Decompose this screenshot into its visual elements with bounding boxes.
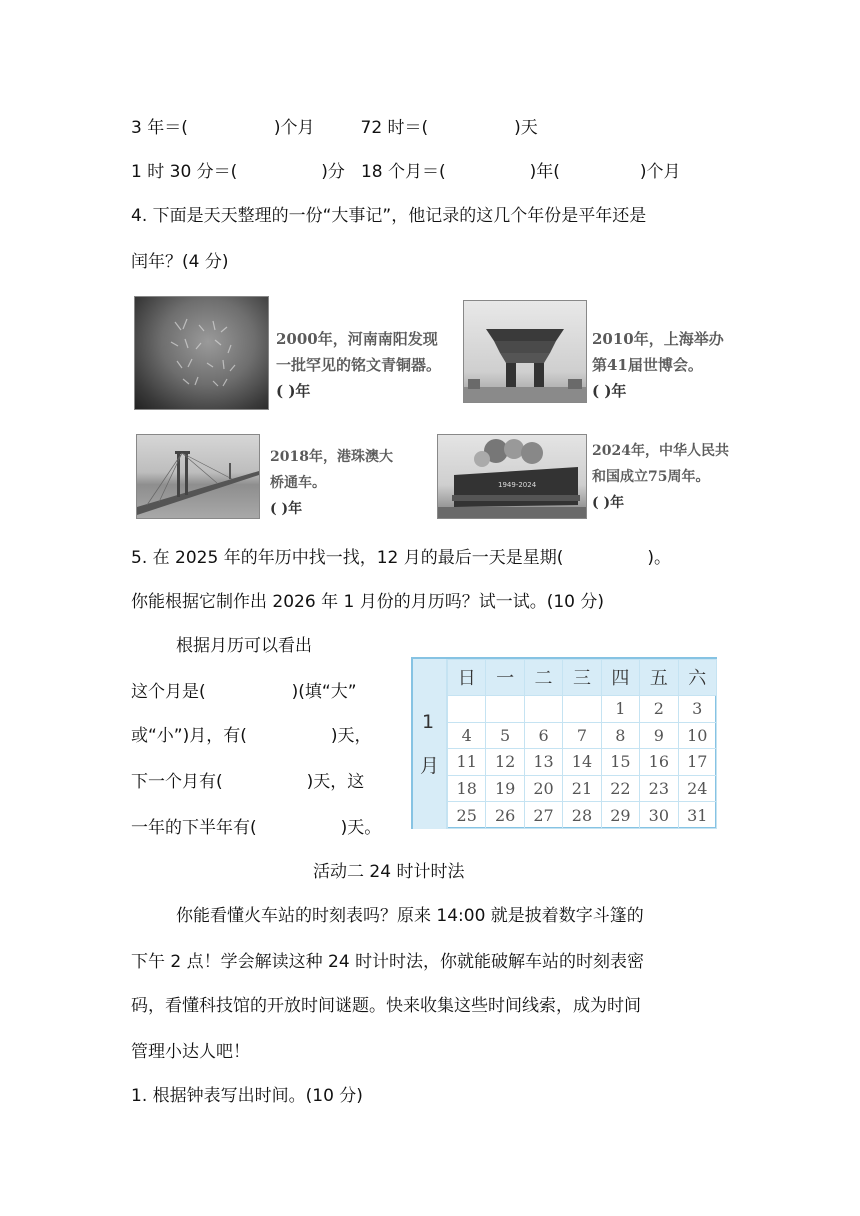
calendar-week-row <box>448 749 717 776</box>
event-caption-2010 <box>592 326 724 404</box>
day-cell <box>448 695 486 722</box>
q3-text: 1 时 30 分＝( <box>131 162 238 182</box>
q5-fill-line-2 <box>131 724 372 748</box>
day-cell: 15 <box>601 749 639 776</box>
month-calendar <box>411 657 717 829</box>
q3-text: 3 年＝( <box>131 118 188 138</box>
day-cell: 6 <box>524 722 562 749</box>
calendar-week-row <box>448 722 717 749</box>
calendar-month-number: 1 <box>422 711 435 733</box>
activity2-title: 活动二 24 时计时法 <box>313 862 465 882</box>
day-cell: 26 <box>486 802 524 829</box>
activity2-paragraph-line: 你能看懂火车站的时刻表吗？原来 14:00 就是披着数字斗篷的 <box>176 906 644 926</box>
activity2-question-1: 1. 根据钟表写出时间。(10 分) <box>131 1086 363 1106</box>
event-caption-line: 和国成立75周年。 <box>592 469 710 485</box>
day-cell: 27 <box>524 802 562 829</box>
q4-text-line-2: 闰年？(4 分) <box>131 252 229 272</box>
day-cell: 2 <box>640 695 678 722</box>
calendar-month-label <box>413 659 447 829</box>
weekday-cell: 五 <box>640 660 678 696</box>
event-caption-2024 <box>592 438 729 516</box>
calendar-month-char: 月 <box>420 755 440 777</box>
weekday-cell: 二 <box>524 660 562 696</box>
day-cell: 8 <box>601 722 639 749</box>
activity2-paragraph-line: 下午 2 点！学会解读这种 24 时计时法，你就能破解车站的时刻表密 <box>131 952 645 972</box>
q5-text: 一年的下半年有( <box>131 818 257 838</box>
q5-text: 5. 在 2025 年的年历中找一找，12 月的最后一天是星期( <box>131 548 564 568</box>
day-cell: 20 <box>524 775 562 802</box>
q5-text: )(填“大” <box>291 682 357 702</box>
day-cell: 9 <box>640 722 678 749</box>
event-caption-line: 桥通车。 <box>270 475 326 491</box>
calendar-weekday-row <box>448 660 717 696</box>
answer-blank[interactable]: ( )年 <box>270 501 303 517</box>
day-cell: 10 <box>678 722 716 749</box>
q4-text-line-1: 4. 下面是天天整理的一份“大事记”，他记录的这几个年份是平年还是 <box>131 206 647 226</box>
q5-text: )天，这 <box>306 772 365 792</box>
day-cell <box>486 695 524 722</box>
q5-text: 或“小”)月，有( <box>131 726 247 746</box>
day-cell: 22 <box>601 775 639 802</box>
q5-intro: 根据月历可以看出 <box>176 636 312 656</box>
q3-line-2 <box>131 160 681 184</box>
day-cell: 23 <box>640 775 678 802</box>
day-cell: 30 <box>640 802 678 829</box>
day-cell <box>563 695 601 722</box>
q3-text: 18 个月＝( <box>360 162 446 182</box>
day-cell: 18 <box>448 775 486 802</box>
q5-text-line-1 <box>131 546 671 570</box>
calendar-week-row <box>448 802 717 829</box>
q5-text: 这个月是( <box>131 682 206 702</box>
day-cell: 16 <box>640 749 678 776</box>
q5-text: )天， <box>330 726 372 746</box>
q3-text: )个月 <box>639 162 681 182</box>
q5-fill-line-3 <box>131 770 364 794</box>
day-cell: 1 <box>601 695 639 722</box>
q5-text: )。 <box>647 548 672 568</box>
day-cell: 25 <box>448 802 486 829</box>
answer-blank[interactable]: ( )年 <box>276 382 311 400</box>
q3-text: )个月 <box>273 118 315 138</box>
calendar-grid <box>447 659 717 829</box>
activity2-paragraph-line: 管理小达人吧！ <box>131 1042 250 1062</box>
day-cell: 17 <box>678 749 716 776</box>
day-cell: 19 <box>486 775 524 802</box>
event-caption-2000 <box>276 326 441 404</box>
weekday-cell: 三 <box>563 660 601 696</box>
event-caption-line: 2010年，上海举办 <box>592 330 724 348</box>
q5-text: 下一个月有( <box>131 772 223 792</box>
q3-text: )分 <box>321 162 345 182</box>
day-cell: 31 <box>678 802 716 829</box>
event-caption-line: 2000年，河南南阳发现 <box>276 330 438 348</box>
weekday-cell: 四 <box>601 660 639 696</box>
weekday-cell: 六 <box>678 660 716 696</box>
day-cell: 13 <box>524 749 562 776</box>
q3-line-1 <box>131 116 538 140</box>
answer-blank[interactable]: ( )年 <box>592 382 627 400</box>
event-caption-line: 2024年，中华人民共 <box>592 443 729 459</box>
event-caption-line: 第41届世博会。 <box>592 356 703 374</box>
q3-text: )年( <box>529 162 560 182</box>
day-cell: 28 <box>563 802 601 829</box>
day-cell: 24 <box>678 775 716 802</box>
day-cell: 12 <box>486 749 524 776</box>
calendar-week-row <box>448 775 717 802</box>
q5-fill-line-1 <box>131 680 357 704</box>
q5-text-line-2: 你能根据它制作出 2026 年 1 月份的月历吗？试一试。(10 分) <box>131 592 604 612</box>
day-cell: 7 <box>563 722 601 749</box>
weekday-cell: 日 <box>448 660 486 696</box>
banner-years-text: 1949-2024 <box>498 481 537 489</box>
calendar-week-row <box>448 695 717 722</box>
day-cell: 5 <box>486 722 524 749</box>
q5-text: )天。 <box>340 818 382 838</box>
answer-blank[interactable]: ( )年 <box>592 495 625 511</box>
day-cell: 11 <box>448 749 486 776</box>
bridge-photo <box>136 434 260 519</box>
q3-text: 72 时＝( <box>360 118 429 138</box>
event-caption-line: 一批罕见的铭文青铜器。 <box>276 356 442 374</box>
day-cell: 29 <box>601 802 639 829</box>
day-cell: 4 <box>448 722 486 749</box>
event-caption-line: 2018年，港珠澳大 <box>270 449 393 465</box>
weekday-cell: 一 <box>486 660 524 696</box>
event-caption-2018 <box>270 444 393 522</box>
q3-text: )天 <box>514 118 538 138</box>
day-cell: 14 <box>563 749 601 776</box>
day-cell <box>524 695 562 722</box>
day-cell: 21 <box>563 775 601 802</box>
day-cell: 3 <box>678 695 716 722</box>
anniversary-display-photo <box>437 434 587 519</box>
expo-pavilion-photo <box>463 300 587 403</box>
bronze-inscription-photo <box>134 296 269 410</box>
activity2-paragraph-line: 码，看懂科技馆的开放时间谜题。快来收集这些时间线索，成为时间 <box>131 996 641 1016</box>
q5-fill-line-4 <box>131 816 381 840</box>
